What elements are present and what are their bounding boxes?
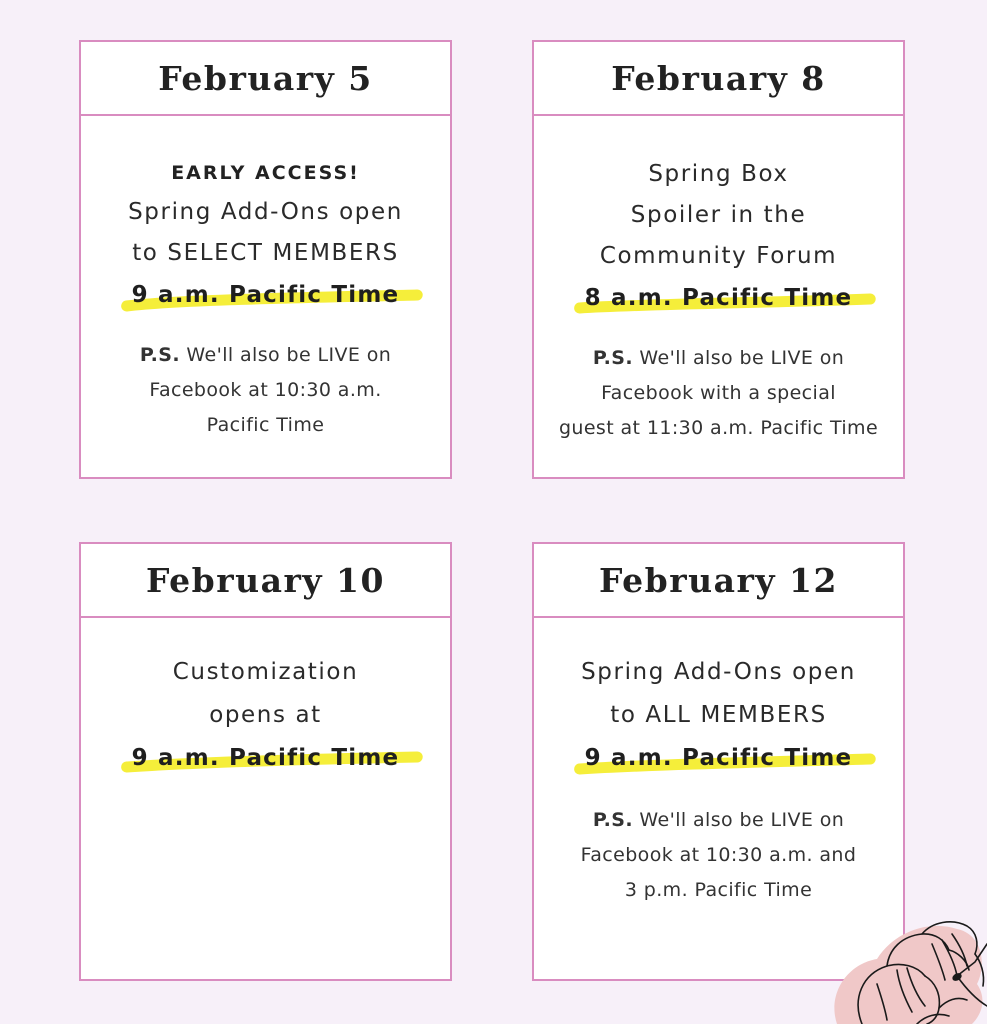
early-access-label: EARLY ACCESS! bbox=[171, 162, 360, 184]
card-date: February 5 bbox=[158, 58, 373, 98]
description-line: Spring Box bbox=[648, 161, 789, 187]
event-time: 8 a.m. Pacific Time bbox=[584, 285, 853, 311]
time-highlight bbox=[542, 279, 895, 323]
description-line: to SELECT MEMBERS bbox=[132, 240, 399, 266]
ps-line: Facebook at 10:30 a.m. bbox=[149, 379, 382, 401]
card-date: February 12 bbox=[599, 560, 838, 600]
event-time: 9 a.m. Pacific Time bbox=[131, 745, 400, 771]
ps-line: Facebook at 10:30 a.m. and bbox=[580, 844, 857, 866]
ps-text: We'll also be LIVE on bbox=[632, 347, 845, 369]
card-header bbox=[81, 544, 450, 618]
ps-label: P.S. bbox=[592, 809, 633, 831]
card-date: February 8 bbox=[611, 58, 826, 98]
event-time: 9 a.m. Pacific Time bbox=[131, 282, 400, 308]
card-header bbox=[81, 42, 450, 116]
description-line: Spring Add-Ons open bbox=[581, 659, 856, 685]
ps-line: Pacific Time bbox=[206, 414, 325, 436]
card-header bbox=[534, 42, 903, 116]
time-highlight bbox=[89, 739, 442, 783]
time-highlight bbox=[89, 276, 442, 320]
ps-label: P.S. bbox=[139, 344, 180, 366]
card-header bbox=[534, 544, 903, 618]
event-card-february-5 bbox=[79, 40, 452, 479]
ps-line bbox=[542, 803, 895, 838]
description-line: Spring Add-Ons open bbox=[128, 199, 403, 225]
ps-text: We'll also be LIVE on bbox=[632, 809, 845, 831]
event-card-february-8 bbox=[532, 40, 905, 479]
ps-note bbox=[89, 338, 442, 443]
ps-line: guest at 11:30 a.m. Pacific Time bbox=[558, 417, 879, 439]
card-body bbox=[81, 618, 450, 783]
ps-line bbox=[89, 338, 442, 373]
description-line: opens at bbox=[209, 702, 322, 728]
flower-illustration-icon bbox=[807, 904, 987, 1024]
description-line: Community Forum bbox=[599, 243, 838, 269]
card-body bbox=[534, 116, 903, 446]
time-highlight bbox=[542, 739, 895, 783]
ps-note bbox=[542, 803, 895, 908]
event-card-february-10 bbox=[79, 542, 452, 981]
ps-label: P.S. bbox=[592, 347, 633, 369]
event-time: 9 a.m. Pacific Time bbox=[584, 745, 853, 771]
description-line: to ALL MEMBERS bbox=[610, 702, 827, 728]
description-line: Spoiler in the bbox=[630, 202, 807, 228]
ps-line bbox=[542, 341, 895, 376]
card-body bbox=[534, 618, 903, 908]
ps-line: 3 p.m. Pacific Time bbox=[624, 879, 813, 901]
card-date: February 10 bbox=[146, 560, 385, 600]
ps-line: Facebook with a special bbox=[601, 382, 836, 404]
ps-note bbox=[542, 341, 895, 446]
description-line: Customization bbox=[172, 659, 359, 685]
ps-text: We'll also be LIVE on bbox=[179, 344, 392, 366]
card-body bbox=[81, 116, 450, 443]
